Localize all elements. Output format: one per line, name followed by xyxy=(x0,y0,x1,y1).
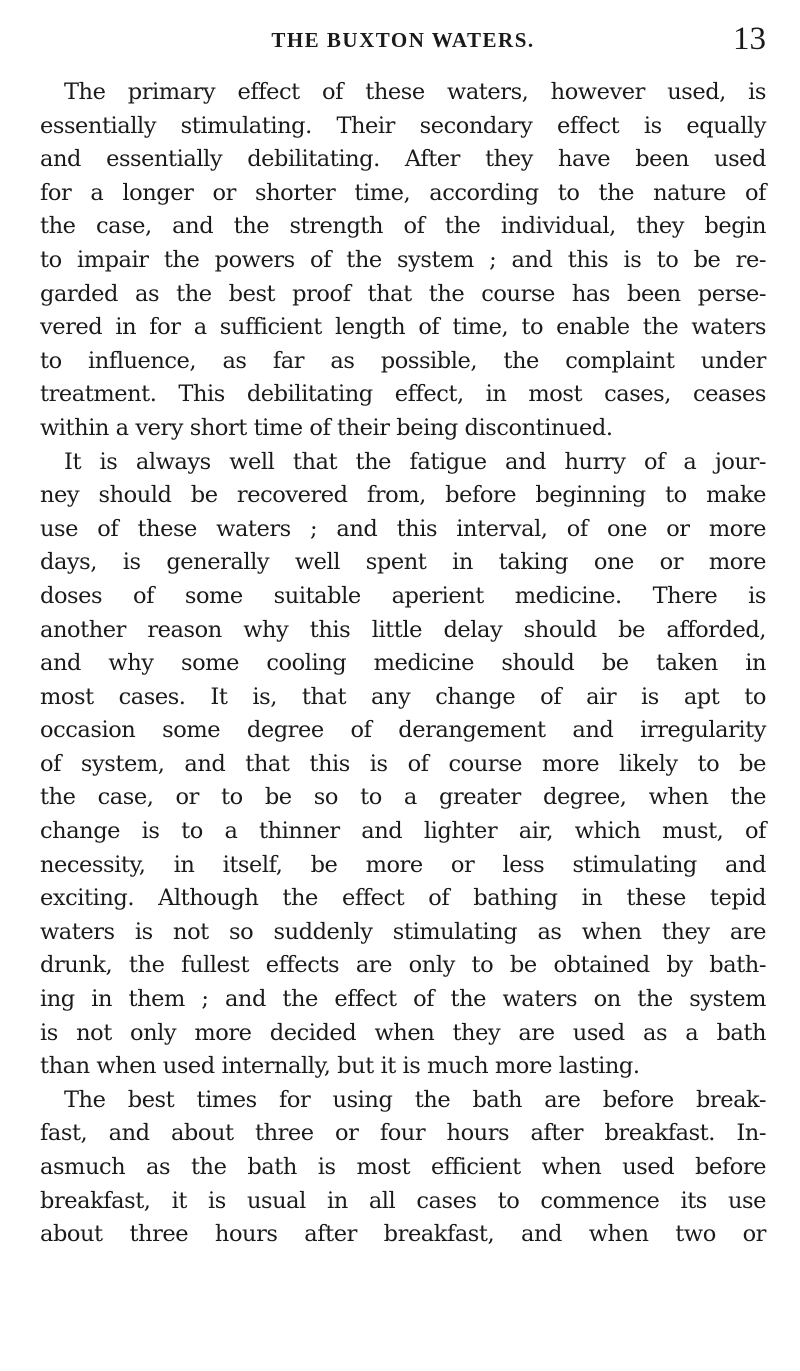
text-line: of system, and that this is of course more likely to be xyxy=(40,750,766,777)
page-number: 13 xyxy=(733,21,766,57)
text-line: most cases. It is, that any change of air is apt to xyxy=(40,683,766,710)
text-line: waters is not so suddenly stimulating as when they are xyxy=(40,918,766,945)
text-line: to influence, as far as possible, the complaint under xyxy=(40,347,766,374)
text-line: exciting. Although the effect of bathing in these tepid xyxy=(40,885,766,912)
text-line: essentially stimulating. Their secondary effect is equally xyxy=(40,112,766,139)
text-line: garded as the best proof that the course has been perse- xyxy=(40,280,766,307)
text-line: The primary effect of these waters, however used, is xyxy=(64,79,766,105)
running-head: THE BUXTON WATERS. xyxy=(271,28,535,52)
text-line: fast, and about three or four hours after breakfast. In- xyxy=(40,1120,766,1147)
text-line: within a very short time of their being discontinued. xyxy=(40,414,613,441)
body-text xyxy=(40,76,766,1252)
text-line: and why some cooling medicine should be taken in xyxy=(40,650,766,677)
text-line: doses of some suitable aperient medicine. There is xyxy=(40,582,766,609)
text-line: change is to a thinner and lighter air, which must, of xyxy=(40,818,766,845)
page-header xyxy=(40,22,766,56)
text-line: use of these waters ; and this interval, of one or more xyxy=(40,515,766,542)
text-line: ney should be recovered from, before beginning to make xyxy=(40,482,766,509)
text-line: days, is generally well spent in taking one or more xyxy=(40,549,766,576)
text-line: about three hours after breakfast, and when two or xyxy=(40,1221,766,1248)
text-line: is not only more decided when they are used as a bath xyxy=(40,1019,766,1046)
text-line: the case, and the strength of the individual, they begin xyxy=(40,213,766,240)
text-line: and essentially debilitating. After they have been used xyxy=(40,146,766,173)
text-line: than when used internally, but it is much more lasting. xyxy=(40,1053,640,1080)
text-line: necessity, in itself, be more or less stimulating and xyxy=(40,851,766,878)
text-line: for a longer or shorter time, according to the nature of xyxy=(40,179,766,206)
text-line: the case, or to be so to a greater degree, when the xyxy=(40,784,766,811)
text-line: asmuch as the bath is most efficient when used before xyxy=(40,1154,766,1180)
text-line: ing in them ; and the effect of the waters on the system xyxy=(40,986,766,1013)
text-line: another reason why this little delay should be afforded, xyxy=(40,616,766,643)
text-line: treatment. This debilitating effect, in most cases, ceases xyxy=(40,381,766,408)
text-line: occasion some degree of derangement and irregularity xyxy=(40,717,766,744)
text-line: vered in for a sufficient length of time, to enable the waters xyxy=(40,314,766,341)
text-line: to impair the powers of the system ; and this is to be re- xyxy=(40,246,766,273)
text-line: drunk, the fullest effects are only to be obtained by bath- xyxy=(40,952,766,979)
text-line: breakfast, it is usual in all cases to commence its use xyxy=(40,1187,766,1214)
text-line: It is always well that the fatigue and hurry of a jour- xyxy=(64,448,766,475)
text-line: The best times for using the bath are before break- xyxy=(64,1086,766,1113)
